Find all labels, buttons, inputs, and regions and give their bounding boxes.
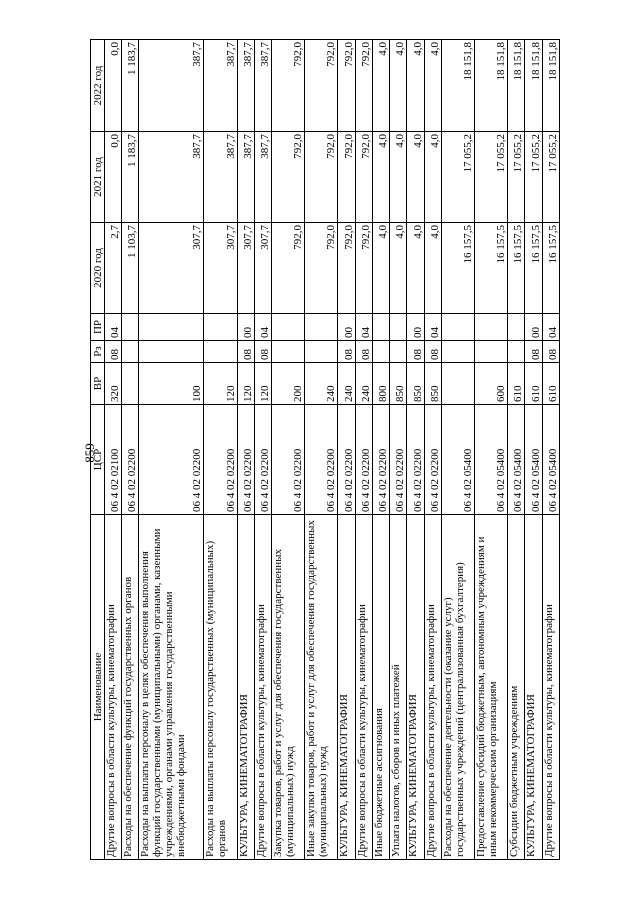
cell-name: Иные бюджетные ассигнования [372, 515, 389, 860]
page-number: 859 [82, 443, 97, 463]
cell-pr: 00 [525, 314, 542, 341]
table-row [272, 40, 305, 860]
cell-2021: 387,7 [254, 132, 271, 223]
cell-vr: 120 [204, 363, 237, 405]
cell-rz [474, 341, 507, 363]
cell-pr: 04 [424, 314, 441, 341]
cell-csr: 06 4 02 02200 [355, 405, 372, 515]
table-row [372, 40, 389, 860]
cell-pr [272, 314, 305, 341]
cell-rz: 08 [237, 341, 254, 363]
cell-vr: 100 [139, 363, 204, 405]
cell-vr: 200 [272, 363, 305, 405]
cell-2020: 307,7 [204, 223, 237, 314]
cell-vr: 120 [237, 363, 254, 405]
cell-2020: 792,0 [272, 223, 305, 314]
cell-pr [305, 314, 338, 341]
cell-2021: 17 055,2 [542, 132, 559, 223]
table-row [204, 40, 237, 860]
cell-vr: 800 [372, 363, 389, 405]
table-row [390, 40, 407, 860]
cell-2022: 4,0 [372, 40, 389, 132]
header-2021: 2021 год [91, 132, 105, 223]
header-pr: ПР [91, 314, 105, 341]
cell-pr: 00 [338, 314, 355, 341]
cell-vr: 240 [305, 363, 338, 405]
header-name: Наименование [91, 515, 105, 860]
table-row [355, 40, 372, 860]
cell-pr: 04 [355, 314, 372, 341]
cell-rz: 08 [105, 341, 122, 363]
cell-2022: 1 183,7 [122, 40, 139, 132]
cell-2022: 0,0 [105, 40, 122, 132]
cell-2020: 307,7 [254, 223, 271, 314]
cell-2020: 16 157,5 [474, 223, 507, 314]
cell-rz: 08 [338, 341, 355, 363]
budget-table [90, 39, 560, 860]
table-row [105, 40, 122, 860]
cell-2020: 16 157,5 [508, 223, 525, 314]
cell-2022: 387,7 [254, 40, 271, 132]
cell-2021: 387,7 [204, 132, 237, 223]
cell-name: Расходы на выплаты персоналу государственных (муниципальных) органов [204, 515, 237, 860]
cell-csr: 06 4 02 02200 [390, 405, 407, 515]
cell-vr [441, 363, 474, 405]
cell-rz [305, 341, 338, 363]
cell-2021: 792,0 [355, 132, 372, 223]
cell-name: Расходы на обеспечение функций государственных органов [122, 515, 139, 860]
cell-rz [122, 341, 139, 363]
cell-2021: 792,0 [338, 132, 355, 223]
cell-rz [372, 341, 389, 363]
cell-vr: 610 [525, 363, 542, 405]
cell-2021: 387,7 [139, 132, 204, 223]
cell-pr [474, 314, 507, 341]
cell-2021: 17 055,2 [474, 132, 507, 223]
cell-pr [139, 314, 204, 341]
cell-2021: 387,7 [237, 132, 254, 223]
cell-rz: 08 [424, 341, 441, 363]
cell-2022: 792,0 [355, 40, 372, 132]
cell-2020: 16 157,5 [525, 223, 542, 314]
table-row [407, 40, 424, 860]
cell-csr: 06 4 02 02200 [254, 405, 271, 515]
cell-2020: 16 157,5 [441, 223, 474, 314]
cell-2022: 4,0 [407, 40, 424, 132]
cell-csr: 06 4 02 02200 [122, 405, 139, 515]
cell-rz: 08 [525, 341, 542, 363]
budget-table-container [90, 40, 560, 860]
cell-2022: 387,7 [237, 40, 254, 132]
cell-vr: 610 [508, 363, 525, 405]
cell-csr: 06 4 02 02200 [407, 405, 424, 515]
table-header-row [91, 40, 105, 860]
cell-pr [204, 314, 237, 341]
cell-2020: 4,0 [407, 223, 424, 314]
cell-2021: 1 183,7 [122, 132, 139, 223]
cell-vr: 850 [390, 363, 407, 405]
cell-2022: 18 151,8 [474, 40, 507, 132]
cell-name: Другие вопросы в области культуры, кинематографии [542, 515, 559, 860]
cell-name: КУЛЬТУРА, КИНЕМАТОГРАФИЯ [525, 515, 542, 860]
cell-csr: 06 4 02 02200 [272, 405, 305, 515]
cell-name: Уплата налогов, сборов и иных платежей [390, 515, 407, 860]
cell-2022: 4,0 [424, 40, 441, 132]
cell-name: Субсидии бюджетным учреждениям [508, 515, 525, 860]
cell-rz [508, 341, 525, 363]
cell-csr: 06 4 02 02200 [204, 405, 237, 515]
cell-2021: 17 055,2 [525, 132, 542, 223]
cell-rz [139, 341, 204, 363]
cell-csr: 06 4 02 05400 [441, 405, 474, 515]
table-row [122, 40, 139, 860]
cell-2022: 792,0 [305, 40, 338, 132]
cell-rz: 08 [407, 341, 424, 363]
table-row [338, 40, 355, 860]
table-row [424, 40, 441, 860]
cell-vr: 240 [355, 363, 372, 405]
cell-csr: 06 4 02 02200 [424, 405, 441, 515]
cell-vr: 850 [424, 363, 441, 405]
cell-rz: 08 [254, 341, 271, 363]
header-csr: ЦСР [91, 405, 105, 515]
cell-2021: 4,0 [424, 132, 441, 223]
cell-pr [441, 314, 474, 341]
cell-2020: 4,0 [372, 223, 389, 314]
cell-2021: 17 055,2 [441, 132, 474, 223]
table-row [525, 40, 542, 860]
cell-pr: 00 [237, 314, 254, 341]
header-2020: 2020 год [91, 223, 105, 314]
cell-2021: 17 055,2 [508, 132, 525, 223]
cell-rz [272, 341, 305, 363]
cell-csr: 06 4 02 02200 [237, 405, 254, 515]
header-vr: ВР [91, 363, 105, 405]
cell-2020: 307,7 [237, 223, 254, 314]
header-2022: 2022 год [91, 40, 105, 132]
cell-2022: 792,0 [338, 40, 355, 132]
cell-name: Другие вопросы в области культуры, кинематографии [254, 515, 271, 860]
cell-csr: 06 4 02 05400 [542, 405, 559, 515]
cell-2022: 18 151,8 [508, 40, 525, 132]
cell-pr [390, 314, 407, 341]
cell-2022: 792,0 [272, 40, 305, 132]
cell-2022: 4,0 [390, 40, 407, 132]
cell-2022: 18 151,8 [525, 40, 542, 132]
cell-vr: 600 [474, 363, 507, 405]
cell-vr: 850 [407, 363, 424, 405]
cell-vr: 610 [542, 363, 559, 405]
table-row [474, 40, 507, 860]
table-row [441, 40, 474, 860]
cell-2021: 792,0 [272, 132, 305, 223]
cell-2020: 307,7 [139, 223, 204, 314]
cell-2021: 792,0 [305, 132, 338, 223]
cell-2020: 1 103,7 [122, 223, 139, 314]
cell-pr: 04 [105, 314, 122, 341]
cell-2022: 387,7 [204, 40, 237, 132]
cell-csr: 06 4 02 05400 [474, 405, 507, 515]
cell-pr [122, 314, 139, 341]
cell-vr: 120 [254, 363, 271, 405]
cell-2022: 18 151,8 [542, 40, 559, 132]
cell-csr: 06 4 02 02100 [105, 405, 122, 515]
cell-csr: 06 4 02 05400 [525, 405, 542, 515]
cell-2021: 4,0 [407, 132, 424, 223]
cell-2022: 387,7 [139, 40, 204, 132]
cell-name: КУЛЬТУРА, КИНЕМАТОГРАФИЯ [237, 515, 254, 860]
cell-name: Другие вопросы в области культуры, кинематографии [355, 515, 372, 860]
cell-name: Иные закупки товаров, работ и услуг для обеспечения государственных (муниципальных) нужд [305, 515, 338, 860]
cell-pr: 00 [407, 314, 424, 341]
table-row [237, 40, 254, 860]
cell-name: Другие вопросы в области культуры, кинематографии [424, 515, 441, 860]
cell-name: КУЛЬТУРА, КИНЕМАТОГРАФИЯ [407, 515, 424, 860]
cell-rz [390, 341, 407, 363]
cell-2020: 16 157,5 [542, 223, 559, 314]
table-row [508, 40, 525, 860]
header-rz: Рз [91, 341, 105, 363]
cell-rz [441, 341, 474, 363]
cell-csr: 06 4 02 02200 [372, 405, 389, 515]
cell-2020: 4,0 [390, 223, 407, 314]
cell-2020: 792,0 [338, 223, 355, 314]
cell-2020: 2,7 [105, 223, 122, 314]
cell-2021: 4,0 [390, 132, 407, 223]
cell-2020: 4,0 [424, 223, 441, 314]
cell-name: Другие вопросы в области культуры, кинематографии [105, 515, 122, 860]
cell-rz: 08 [355, 341, 372, 363]
cell-2020: 792,0 [355, 223, 372, 314]
cell-2021: 4,0 [372, 132, 389, 223]
cell-pr [508, 314, 525, 341]
cell-vr [122, 363, 139, 405]
cell-csr: 06 4 02 02200 [305, 405, 338, 515]
cell-name: Закупка товаров, работ и услуг для обеспечения государственных (муниципальных) нужд [272, 515, 305, 860]
cell-pr: 04 [542, 314, 559, 341]
cell-2021: 0,0 [105, 132, 122, 223]
cell-rz: 08 [542, 341, 559, 363]
cell-pr: 04 [254, 314, 271, 341]
table-row [542, 40, 559, 860]
cell-name: КУЛЬТУРА, КИНЕМАТОГРАФИЯ [338, 515, 355, 860]
cell-name: Предоставление субсидий бюджетным, автономным учреждениям и иным некоммерческим организациям [474, 515, 507, 860]
cell-2020: 792,0 [305, 223, 338, 314]
cell-csr: 06 4 02 02200 [338, 405, 355, 515]
cell-csr: 06 4 02 05400 [508, 405, 525, 515]
table-row [305, 40, 338, 860]
table-row [139, 40, 204, 860]
cell-vr: 240 [338, 363, 355, 405]
cell-name: Расходы на обеспечение деятельности (оказание услуг) государственных учреждений (централизованная бухгалтерия) [441, 515, 474, 860]
cell-vr: 320 [105, 363, 122, 405]
cell-pr [372, 314, 389, 341]
cell-csr: 06 4 02 02200 [139, 405, 204, 515]
cell-name: Расходы на выплаты персоналу в целях обеспечения выполнения функций государственными (муниципальными) органами, казенными учреждениями, органами управления государственными внебюджетными фондами [139, 515, 204, 860]
cell-rz [204, 341, 237, 363]
cell-2022: 18 151,8 [441, 40, 474, 132]
table-row [254, 40, 271, 860]
